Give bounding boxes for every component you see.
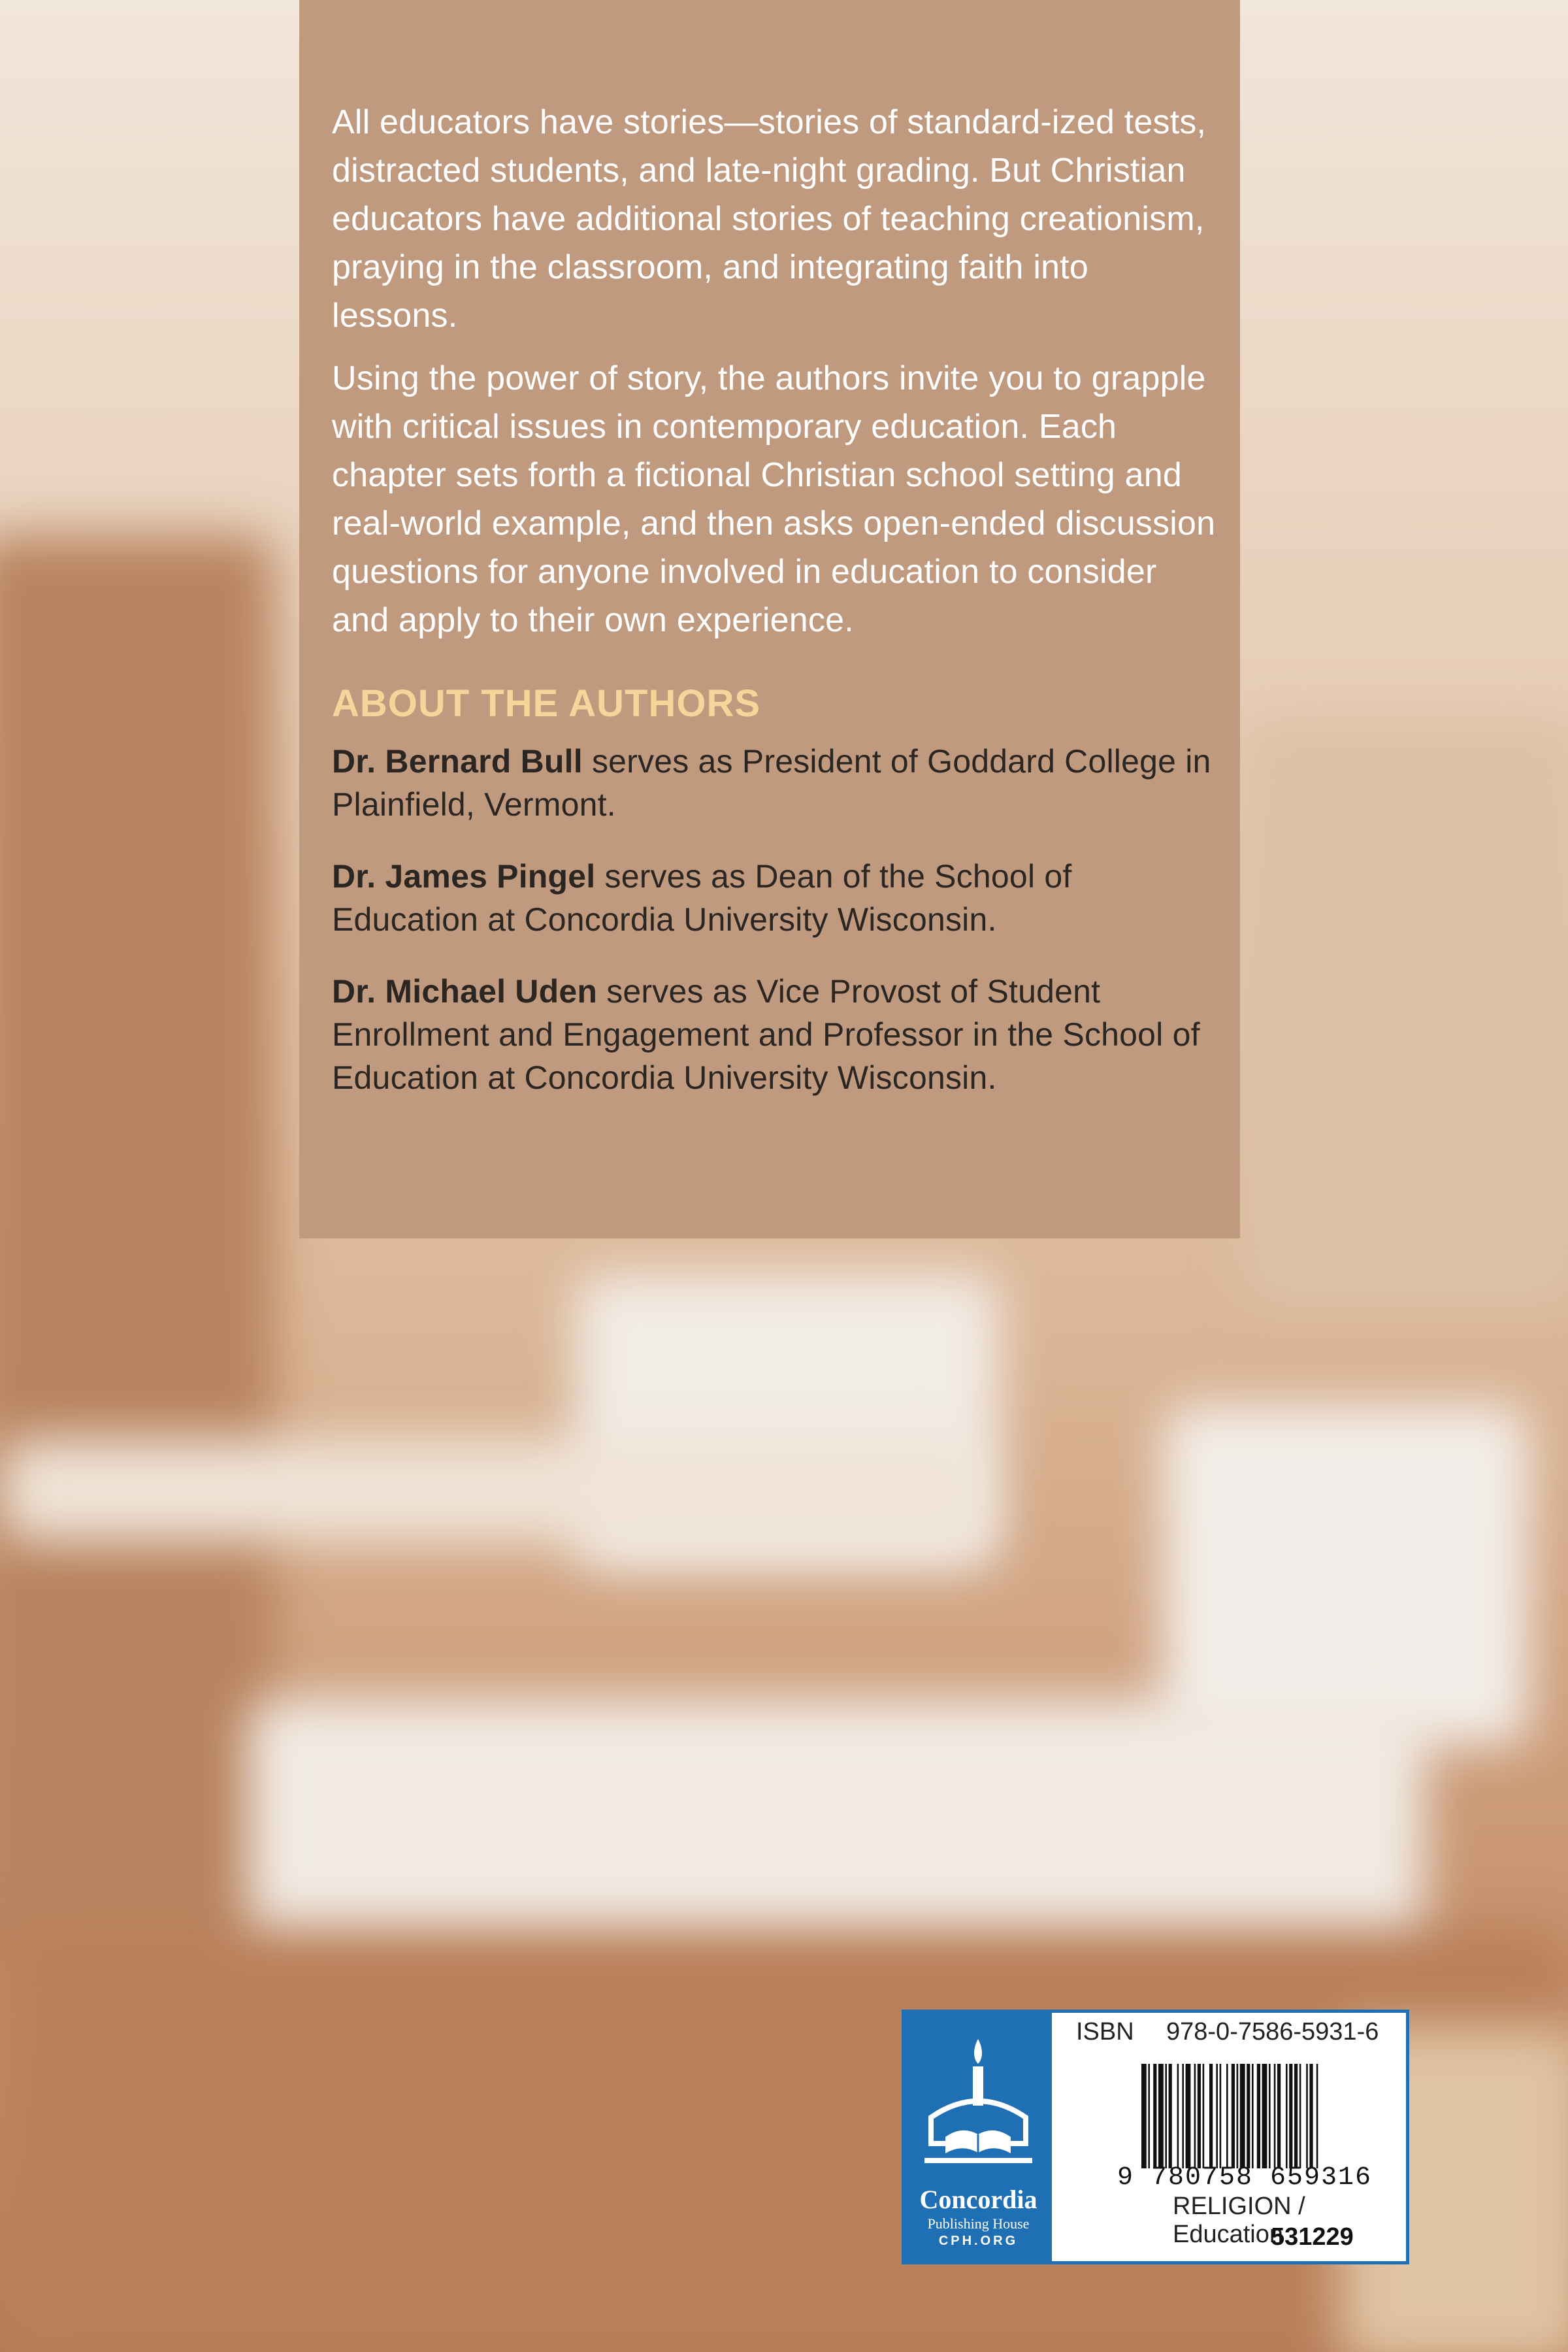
barcode-bar [1198, 2064, 1201, 2168]
author-bio-text: serves as President of Goddard College in Plainfield, Vermont. [332, 743, 1211, 823]
barcode-bar [1240, 2064, 1245, 2168]
barcode-bar [1186, 2064, 1191, 2168]
isbn-label: ISBN [1076, 2018, 1134, 2046]
barcode-bar [1182, 2064, 1184, 2168]
author-bio-text: serves as Vice Provost of Student Enrollment and Engagement and Professor in the School of Education at Concordia University Wisconsin. [332, 973, 1200, 1096]
barcode-bar [1194, 2064, 1196, 2168]
book-category: RELIGION / Education [1173, 2193, 1305, 2248]
concordia-logo [905, 2013, 1052, 2261]
publisher-name: Concordia [919, 2185, 1037, 2214]
about-authors-heading: ABOUT THE AUTHORS [332, 682, 761, 725]
barcode-bar [1277, 2064, 1281, 2168]
barcode-bar [1309, 2064, 1313, 2168]
barcode-bar [1294, 2064, 1298, 2168]
author-bio-pingel [332, 855, 1220, 941]
barcode-bar [1232, 2064, 1235, 2168]
description-paragraph-2: Using the power of story, the authors invite you to grapple with critical issues in contemporary education. Each chapter sets forth a fictional Christian school setting and real-world example, and then asks open-ended discussion questions for anyone involved in education to consider and apply to their own experience. [332, 359, 1216, 639]
publisher-url: CPH.ORG [938, 2234, 1019, 2248]
author-bio-bull [332, 740, 1220, 826]
barcode-digits: 9 780758 659316 [1117, 2163, 1373, 2193]
barcode-bar [1158, 2064, 1164, 2168]
barcode-bar [1274, 2064, 1276, 2168]
barcode-bar [1177, 2064, 1179, 2168]
barcode-bar [1306, 2064, 1308, 2168]
barcode-bar [1289, 2064, 1292, 2168]
church-candle-icon [905, 2013, 1052, 2189]
isbn-number: 978-0-7586-5931-6 [1166, 2018, 1379, 2046]
author-name: Dr. Bernard Bull [332, 743, 583, 780]
author-bio-uden [332, 970, 1220, 1099]
barcode-bar [1262, 2064, 1267, 2168]
barcode-bar [1141, 2064, 1147, 2168]
author-name: Dr. James Pingel [332, 858, 596, 895]
barcode-bar [1299, 2064, 1301, 2168]
barcode-bar [1237, 2064, 1239, 2168]
barcode-bar [1269, 2064, 1271, 2168]
text-panel [299, 0, 1240, 1238]
barcode-bar [1209, 2064, 1213, 2168]
barcode-bar [1226, 2064, 1228, 2168]
barcode-bar [1203, 2064, 1205, 2168]
publisher-subtitle: Publishing House [927, 2215, 1030, 2232]
isbn-barcode-block [902, 2010, 1409, 2264]
barcode-bar [1316, 2064, 1318, 2168]
barcode-bar [1216, 2064, 1218, 2168]
item-code: 531229 [1271, 2223, 1354, 2251]
barcode-bar [1165, 2064, 1167, 2168]
description-paragraph-1: All educators have stories—stories of standard-ized tests, distracted students, and late-night grading. But Christian educators have additional stories of teaching creationism, praying in the classroom, and integrating faith into lessons. [332, 103, 1207, 335]
author-bio-text: serves as Dean of the School of Education at Concordia University Wisconsin. [332, 858, 1072, 938]
barcode-bar [1257, 2064, 1260, 2168]
barcode-bar [1153, 2064, 1156, 2168]
barcode-bar [1247, 2064, 1250, 2168]
barcode-bar [1148, 2064, 1150, 2168]
author-name: Dr. Michael Uden [332, 973, 598, 1010]
barcode-bar [1252, 2064, 1254, 2168]
barcode-bar [1220, 2064, 1222, 2168]
barcode-bar [1169, 2064, 1172, 2168]
barcode-graphic [1141, 2064, 1373, 2168]
barcode-bar [1286, 2064, 1288, 2168]
